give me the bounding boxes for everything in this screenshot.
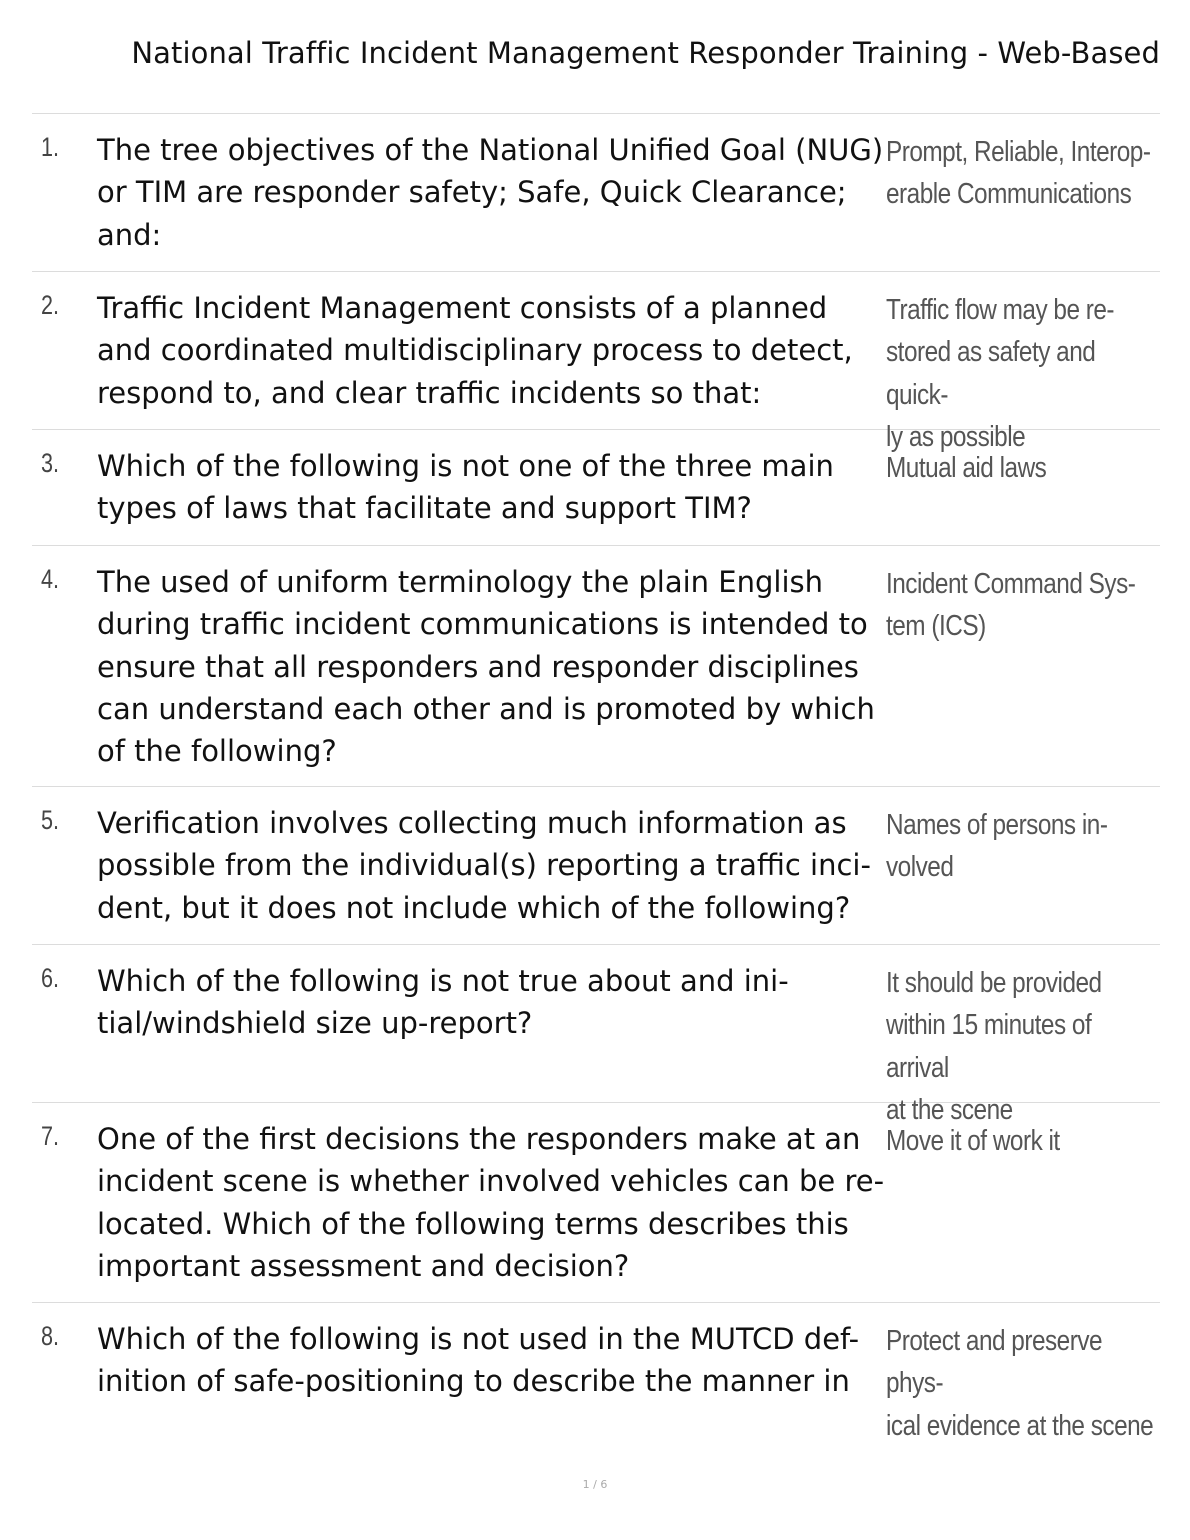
question-line: dent, but it does not include which of the following? [97,890,851,925]
list-item [32,272,1160,453]
answer-line: stored as safety and quick- [886,336,1096,411]
question-text [97,960,887,1045]
question-line: tial/windshield size up-report? [97,1006,533,1041]
list-item [32,546,1160,787]
answer-line: Incident Command Sys- [886,568,1136,600]
question-line: The tree objectives of the National Unified Goal (NUG) [97,133,884,167]
question-text [97,129,887,256]
answer-text [886,563,1155,648]
question-line: of the following? [97,734,337,769]
question-line: types of laws that facilitate and support TIM? [97,491,752,526]
question-text [97,287,887,414]
question-line: possible from the individual(s) reporting a traffic inci- [97,848,871,883]
list-item [32,114,1160,272]
question-line: respond to, and clear traffic incidents so that: [97,375,762,410]
answer-line: tem (ICS) [886,610,986,643]
answer-text [886,1320,1155,1447]
question-line: ensure that all responders and responder disciplines [97,649,859,684]
question-line: The used of uniform terminology the plain English [97,565,823,599]
list-item [32,1103,1160,1303]
answer-text [886,131,1155,216]
question-line: Which of the following is not true about and ini- [97,964,789,998]
answer-line: Move it of work it [886,1125,1060,1157]
answer-line: erable Communications [886,178,1132,211]
answer-line: Traffic flow may be re- [886,294,1115,326]
answer-line: ly as possible [886,420,1026,453]
answer-line: Names of persons in- [886,809,1108,841]
answer-text [886,804,1155,889]
question-line: Which of the following is not used in the MUTCD def- [97,1322,860,1356]
answer-line: Prompt, Reliable, Interop- [886,136,1151,168]
list-item [32,945,1160,1126]
list-item [32,1303,1160,1442]
answer-line: Protect and preserve phys- [886,1325,1103,1400]
item-number: 3. [41,448,60,478]
question-line: located. Which of the following terms describes this [97,1206,849,1241]
question-line: or TIM are responder safety; Safe, Quick Clearance; [97,175,847,210]
question-line: Which of the following is not one of the three main [97,449,834,483]
question-text [97,1118,887,1287]
question-line: incident scene is whether involved vehicles can be re- [97,1164,885,1199]
question-line: and coordinated multidisciplinary process to detect, [97,333,853,368]
answer-line: It should be provided [886,967,1102,999]
item-number: 6. [41,963,60,993]
flashcard-list [32,113,1160,1442]
answer-text [886,1120,1155,1162]
question-text [97,1318,887,1403]
answer-line: at the scene [886,1093,1013,1126]
question-line: inition of safe-positioning to describe the manner in [97,1364,850,1399]
question-text [97,802,887,929]
question-text [97,561,887,772]
question-line: can understand each other and is promoted by which [97,691,875,726]
list-item [32,430,1160,546]
item-number: 4. [41,564,60,594]
item-number: 2. [41,290,60,320]
question-line: important assessment and decision? [97,1248,630,1283]
item-number: 8. [41,1321,60,1351]
list-item [32,787,1160,945]
item-number: 5. [41,805,60,835]
answer-line: ical evidence at the scene [886,1409,1154,1442]
answer-text [886,447,1155,489]
question-line: and: [97,217,162,252]
question-line: One of the first decisions the responders make at an [97,1122,861,1156]
page-title: National Traffic Incident Management Responder Training - Web-Based [131,36,1160,70]
question-line: during traffic incident communications is intended to [97,607,868,642]
question-text [97,445,887,530]
answer-line: volved [886,851,954,884]
answer-line: Mutual aid laws [886,452,1047,484]
item-number: 1. [41,132,60,162]
answer-line: within 15 minutes of arrival [886,1009,1092,1084]
question-line: Traffic Incident Management consists of a planned [97,291,828,325]
question-line: Verification involves collecting much information as [97,806,847,840]
page-indicator: 1 / 6 [582,1478,608,1491]
item-number: 7. [41,1121,60,1151]
